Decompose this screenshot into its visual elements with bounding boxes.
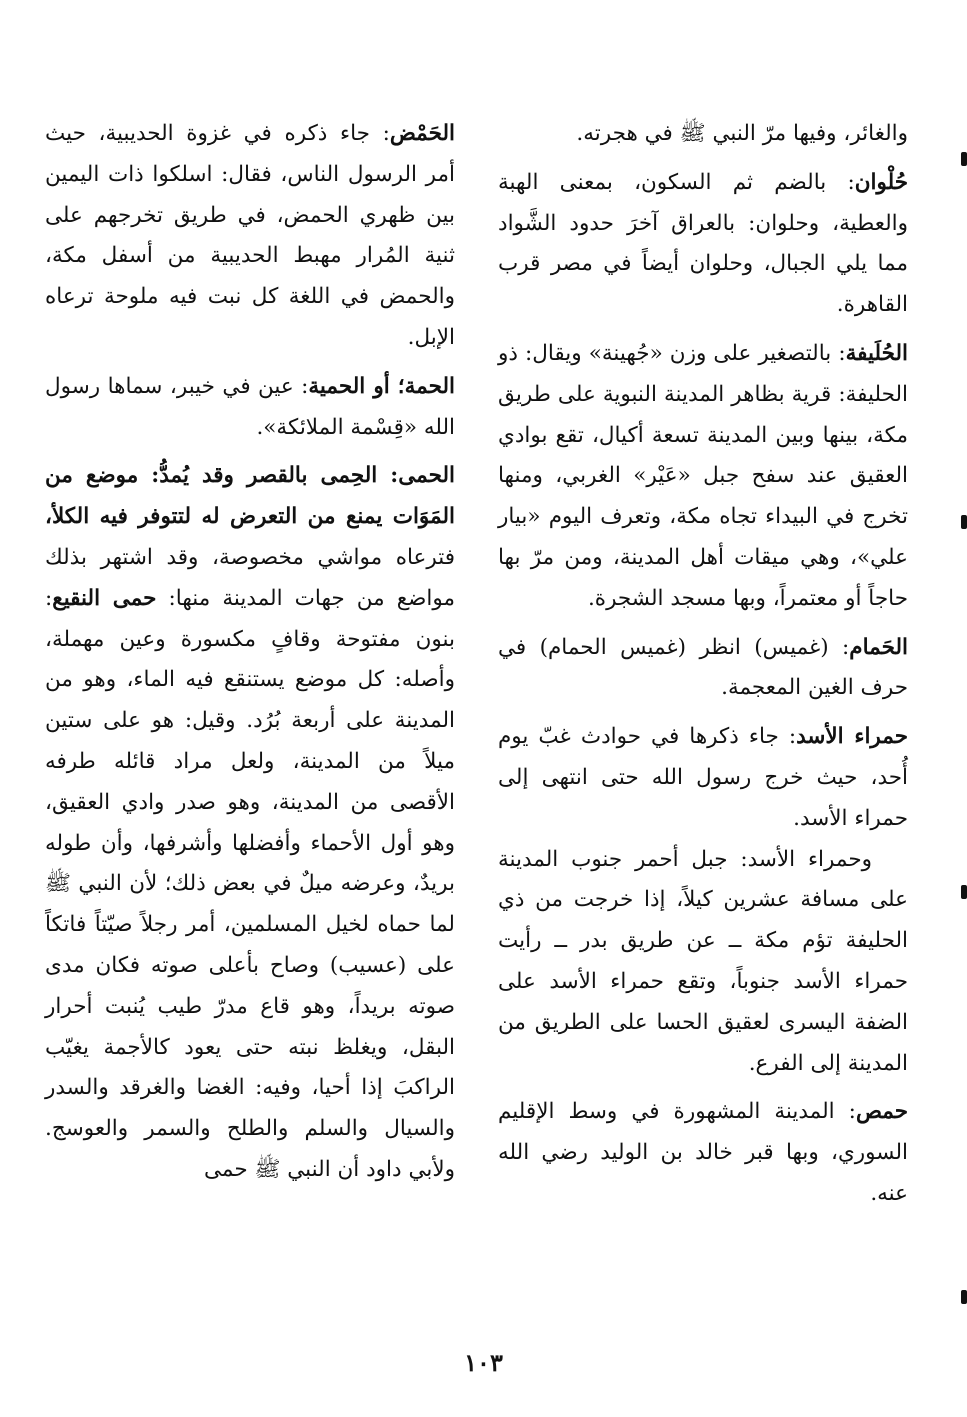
entry-continuation [498, 114, 908, 155]
entry-text-hima-1: فترعاه مواشي مخصوصة، وقد اشتهر بذلك مواضع من جهات المدينة منها: [45, 544, 455, 611]
entry-heading-humayya: الحمية [308, 373, 366, 399]
entry-text-hulayfa: : بالتصغير على وزن «جُهينة» ويقال: ذو الحليفة: قرية بظاهر المدينة النبوية على طريق مكة، بينها وبين المدينة تسعة أكيال، تقع بوادي العقيق عند سفح جبل «عَيْر» الغربي، ومنها تخرج في البيداء تجاه مكة، وتعرف اليوم «بيار علي»، وهي ميقات أهل المدينة، ومن مرّ بها حاجاً أو معتمراً، وبها مسجد الشجرة. [498, 340, 908, 611]
edge-mark [961, 152, 967, 166]
entry-text-hamra-asad: : جاء ذكرها في حوادث غبّ يوم أُحد، حيث خرج رسول الله حتى انتهى إلى حمراء الأسد. [498, 724, 908, 831]
page-number: ١٠٣ [464, 1348, 503, 1377]
entry-heading-hima: الحمى [398, 463, 455, 489]
entry-heading-hulwan: حُلْوان [854, 169, 908, 195]
entry-heading-hima-naqi: حمى النقيع [52, 585, 157, 611]
right-column [498, 114, 908, 1223]
continuation-text: والغائر، وفيها مرّ النبي ﷺ في هجرته. [576, 121, 908, 146]
entry-heading-hulayfa: الحُلَيفة [845, 340, 908, 366]
edge-mark [961, 885, 967, 899]
entry-text-hamd: : جاء ذكره في غزوة الحديبية، حيث أمر الرسول الناس، فقال: اسلكوا ذات اليمين بين ظهري الحمض، في طريق تخرجهم على ثنية المُرار مهبط الحديبية من أسفل مكة، والحمض في اللغة كل نبت فيه ملوحة ترعاه الإبل. [45, 121, 455, 350]
entry-heading-separator: ؛ أو [365, 373, 405, 399]
entry-bold-definition-hima: : الحِمى بالقصر وقد يُمدُّ: موضع من المَوَات يمنع من التعرض له لتتوفر فيه الكلأ، [45, 463, 455, 530]
edge-mark [961, 515, 967, 529]
entry-hima [45, 456, 455, 1190]
edge-mark [961, 1290, 967, 1304]
entry-text-hamra-asad-second: وحمراء الأسد: جبل أحمر جنوب المدينة على مسافة عشرين كيلاً، إذا خرجت من ذي الحليفة تؤم مكة ــ عن طريق بدر ــ رأيت حمراء الأسد جنوباً، وتقع حمراء الأسد على الضفة اليسرى لعقيق الحسا على الطريق من المدينة إلى الفرع. [498, 846, 908, 1076]
entry-text-hulwan: : بالضم ثم السكون، بمعنى الهبة والعطية، وحلوان: بالعراق آخرَ حدود الشَّواد مما يلي الجبال، وحلوان أيضاً في مصر قرب القاهرة. [498, 169, 908, 318]
entry-hulwan [498, 163, 908, 326]
entry-hulayfa [498, 334, 908, 620]
entry-hims [498, 1092, 908, 1214]
entry-hamra-asad [498, 717, 908, 1084]
left-column [45, 114, 455, 1199]
entry-heading-hamd: الحَمْض [389, 121, 455, 146]
entry-text-hims: : المدينة المشهورة في وسط الإقليم السوري، وبها قبر خالد بن الوليد رضي الله عنه. [498, 1099, 908, 1206]
entry-heading-humma: الحمة [404, 373, 455, 399]
entry-humma [45, 367, 455, 449]
entry-heading-hamam: الحَمام [849, 634, 908, 660]
entry-text-hima-2: : بنون مفتوحة وقافٍ مكسورة وعين مهملة، وأصله: كل موضع يستنقع فيه الماء، وهو من المدينة على أربعة بُرُد. وقيل: هو على ستين ميلاً من المدينة، ولعل مراد قائله طرفه الأقصى من المدينة، وهو صدر وادي العقيق، وهو أول الأحماء وأفضلها وأشرفها، وأن طوله بريدٌ، وعرضه ميلٌ في بعض ذلك؛ لأن النبي ﷺ لما حماه لخيل المسلمين، أمر رجلاً صيّتاً فاتكاً على (عسيب) وصاح بأعلى صوته فكان مدى صوته بريداً، وهو قاع مدرّ طيب يُنبت أحرار البقل، ويغلظ نبته حتى يعود كالأجمة يغيّب الراكبَ إذا أحيا، وفيه: الغضا والغرقد والسدر والسيال والسلم والطلح والسمر والعوسج. ولأبي داود أن النبي ﷺ حمى [45, 585, 455, 1182]
entry-heading-hamra-asad: حمراء الأسد [796, 724, 908, 750]
entry-hamd [45, 114, 455, 359]
entry-text-hamam: : (غميس) انظر (غميس الحمام) في حرف الغين المعجمة. [498, 634, 908, 701]
entry-heading-hims: حمص [855, 1099, 908, 1125]
entry-hamam [498, 628, 908, 710]
entry-text-humma: : عين في خيبر، سماها رسول الله «قِسْمة الملائكة». [45, 373, 455, 440]
